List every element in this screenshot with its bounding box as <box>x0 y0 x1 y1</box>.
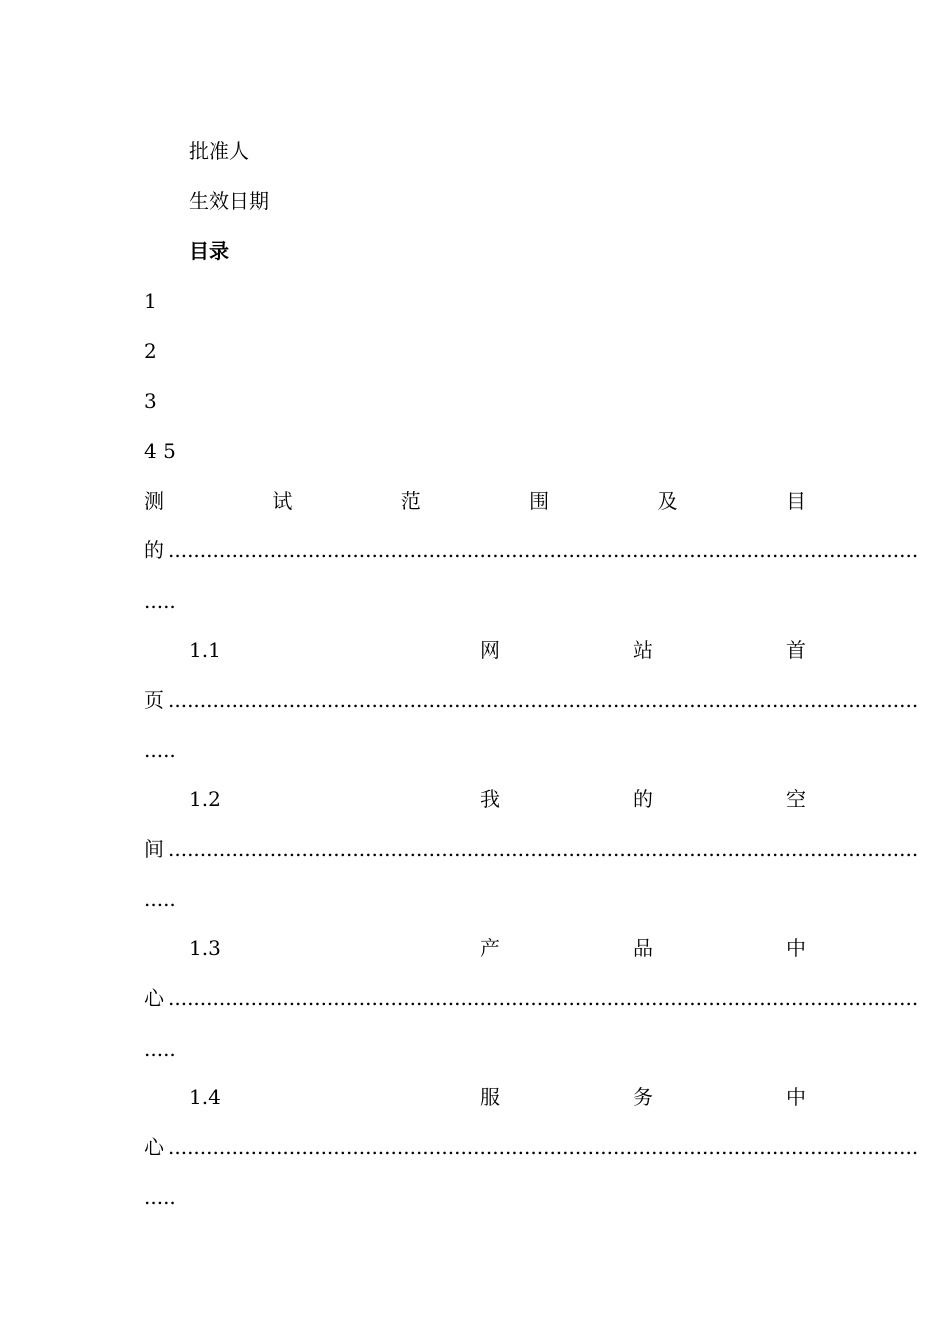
toc-entry-lead-char: 页 <box>144 688 164 712</box>
toc-main-dots: ...................................................................................................................... <box>168 538 919 562</box>
toc-entry-1-2-leader[interactable] <box>144 835 919 863</box>
toc-entry-char: 站 <box>633 638 653 662</box>
toc-entry-1-2[interactable] <box>144 785 806 813</box>
toc-entry-lead-char: 间 <box>144 837 164 861</box>
toc-entry-1-4-tail: ..... <box>144 1185 176 1209</box>
toc-entry-dots: ...................................................................................................................... <box>168 688 919 712</box>
toc-main-char: 测 <box>144 489 164 513</box>
toc-entry-char: 品 <box>633 936 653 960</box>
toc-main-char: 目 <box>785 489 806 513</box>
toc-entry-lead-char: 心 <box>144 1135 164 1159</box>
toc-main-tail: ..... <box>144 589 176 613</box>
toc-entry-char: 中 <box>786 1085 806 1109</box>
list-number-4-5: 4 5 <box>144 439 176 463</box>
toc-entry-number: 1.3 <box>189 936 221 960</box>
toc-entry-1-3[interactable] <box>144 934 806 962</box>
toc-entry-number: 1.1 <box>189 638 221 662</box>
list-number-2: 2 <box>144 339 157 363</box>
toc-entry-dots: ...................................................................................................................... <box>168 986 919 1010</box>
toc-entry-number: 1.2 <box>189 787 221 811</box>
toc-entry-1-1-leader[interactable] <box>144 686 919 714</box>
toc-entry-1-4-leader[interactable] <box>144 1133 919 1161</box>
toc-entry-char: 空 <box>786 787 806 811</box>
toc-main-char: 围 <box>529 489 550 513</box>
effective-date-label: 生效日期 <box>189 189 269 213</box>
toc-entry-char: 产 <box>480 936 500 960</box>
toc-entry-char: 网 <box>480 638 500 662</box>
toc-entry-lead-char: 心 <box>144 986 164 1010</box>
toc-entry-char: 服 <box>480 1085 500 1109</box>
toc-entry-1-3-tail: ..... <box>144 1037 176 1061</box>
toc-entry-1-1-tail: ..... <box>144 738 176 762</box>
toc-main-char: 范 <box>400 489 421 513</box>
toc-entry-1-4[interactable] <box>144 1083 806 1111</box>
list-number-1: 1 <box>144 289 157 313</box>
list-number-3: 3 <box>144 389 157 413</box>
toc-entry-1-1[interactable] <box>144 636 806 664</box>
toc-entry-dots: ...................................................................................................................... <box>168 837 919 861</box>
toc-main-char: 试 <box>272 489 293 513</box>
toc-entry-char: 的 <box>633 787 653 811</box>
toc-entry-char: 中 <box>786 936 806 960</box>
toc-entry-char: 我 <box>480 787 500 811</box>
toc-entry-dots: ...................................................................................................................... <box>168 1135 919 1159</box>
toc-main-lead-char: 的 <box>144 538 164 562</box>
toc-entry-1-2-tail: ..... <box>144 887 176 911</box>
toc-main-heading[interactable] <box>144 487 806 515</box>
approver-label: 批准人 <box>189 139 249 163</box>
toc-entry-number: 1.4 <box>189 1085 221 1109</box>
toc-entry-char: 首 <box>786 638 806 662</box>
toc-main-leader[interactable] <box>144 536 919 564</box>
toc-entry-char: 务 <box>633 1085 653 1109</box>
toc-title: 目录 <box>189 239 229 263</box>
toc-main-char: 及 <box>657 489 678 513</box>
toc-entry-1-3-leader[interactable] <box>144 984 919 1012</box>
